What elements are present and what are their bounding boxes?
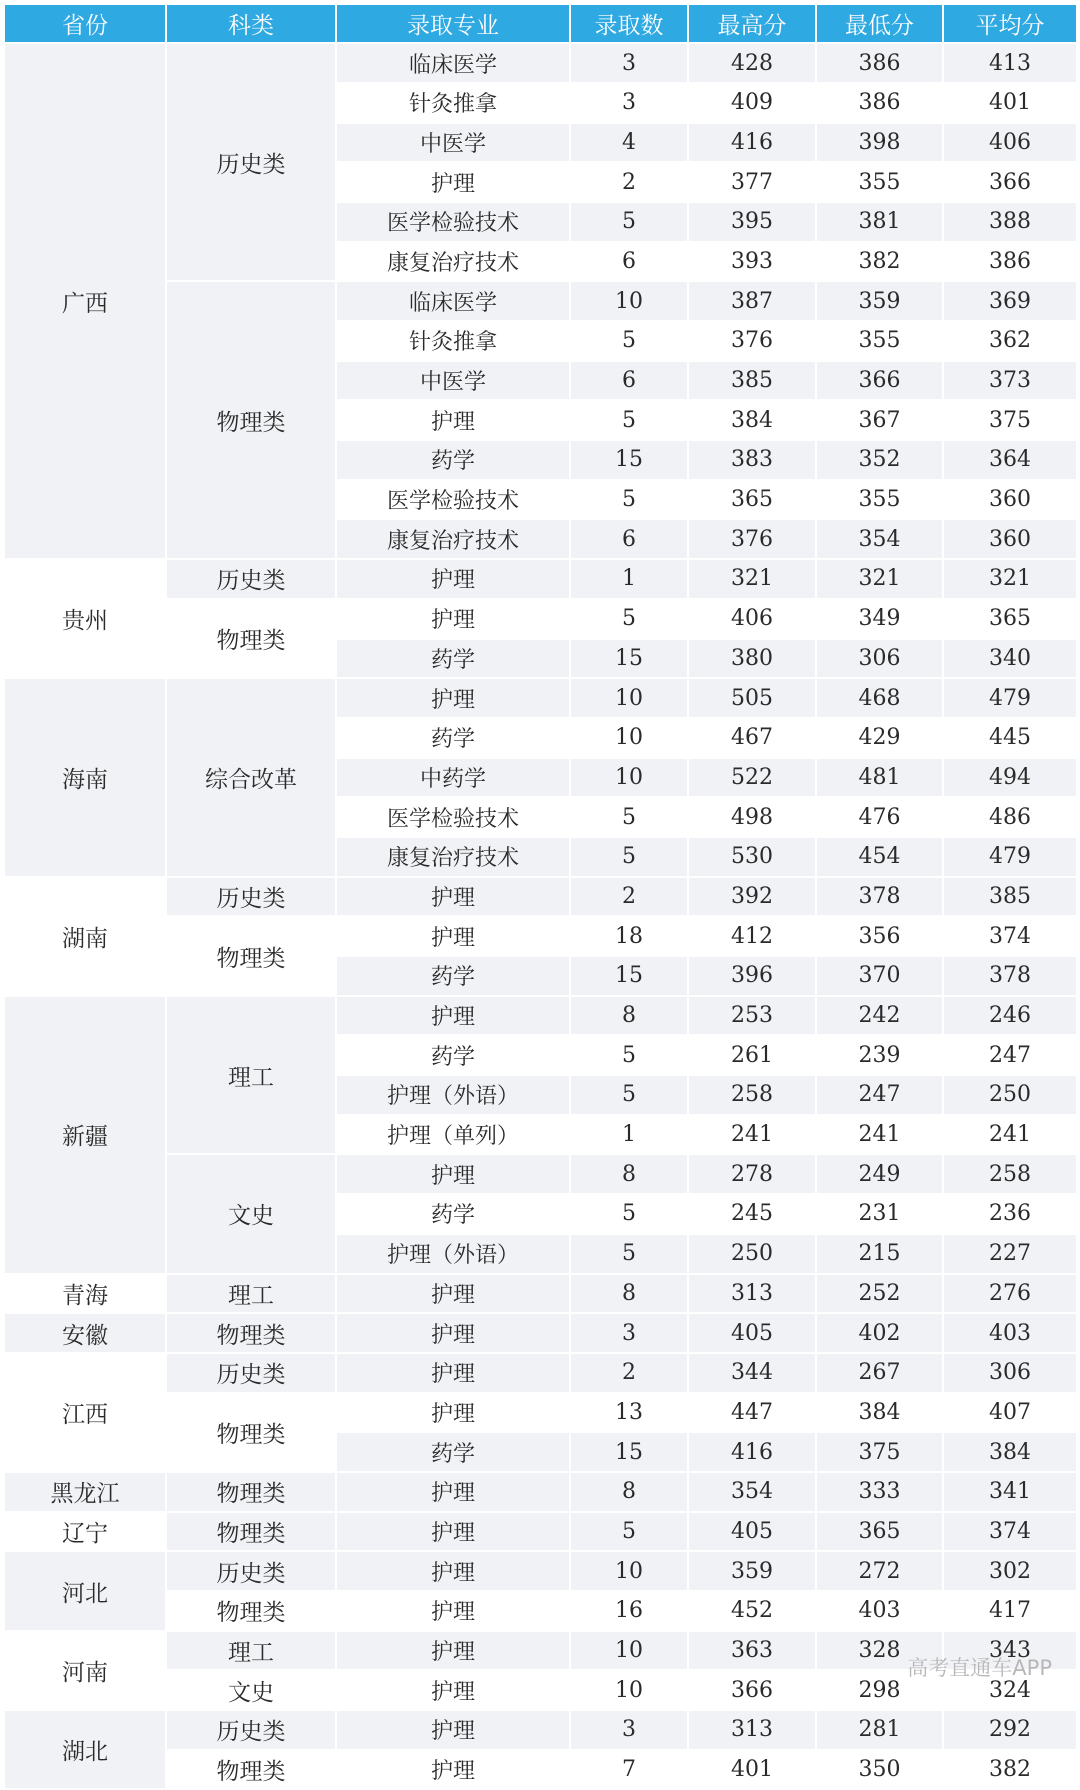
count-cell: 3 [570,43,688,83]
major-cell: 药学 [336,956,570,996]
avg-score-cell: 246 [943,996,1077,1036]
column-header-min-score: 最低分 [816,4,943,43]
avg-score-cell: 378 [943,956,1077,996]
avg-score-cell: 364 [943,440,1077,480]
count-cell: 6 [570,361,688,401]
table-row [4,559,1077,599]
count-cell: 8 [570,1154,688,1194]
category-cell: 物理类 [166,281,336,559]
count-cell: 15 [570,440,688,480]
admission-score-table [3,3,1078,1790]
max-score-cell: 428 [688,43,816,83]
min-score-cell: 239 [816,1035,943,1075]
max-score-cell: 253 [688,996,816,1036]
major-cell: 护理 [336,1591,570,1631]
major-cell: 护理 [336,1472,570,1512]
count-cell: 15 [570,1432,688,1472]
avg-score-cell: 445 [943,718,1077,758]
category-cell: 历史类 [166,1710,336,1750]
category-cell: 综合改革 [166,678,336,876]
max-score-cell: 359 [688,1551,816,1591]
min-score-cell: 476 [816,797,943,837]
major-cell: 康复治疗技术 [336,837,570,877]
major-cell: 临床医学 [336,43,570,83]
major-cell: 护理 [336,1353,570,1393]
major-cell: 针灸推拿 [336,83,570,123]
major-cell: 针灸推拿 [336,321,570,361]
avg-score-cell: 369 [943,281,1077,321]
count-cell: 5 [570,480,688,520]
max-score-cell: 321 [688,559,816,599]
major-cell: 医学检验技术 [336,202,570,242]
major-cell: 护理 [336,162,570,202]
category-cell: 物理类 [166,1512,336,1552]
column-header-major: 录取专业 [336,4,570,43]
avg-score-cell: 241 [943,1115,1077,1155]
count-cell: 10 [570,1670,688,1710]
province-cell: 湖南 [4,877,166,996]
max-score-cell: 278 [688,1154,816,1194]
min-score-cell: 249 [816,1154,943,1194]
table-row [4,1472,1077,1512]
category-cell: 物理类 [166,599,336,678]
major-cell: 护理 [336,1710,570,1750]
count-cell: 10 [570,718,688,758]
major-cell: 临床医学 [336,281,570,321]
province-cell: 河南 [4,1631,166,1710]
table-row [4,996,1077,1036]
major-cell: 护理 [336,1670,570,1710]
major-cell: 护理 [336,1750,570,1790]
max-score-cell: 376 [688,321,816,361]
province-cell: 青海 [4,1274,166,1314]
max-score-cell: 376 [688,519,816,559]
table-header [4,4,1077,43]
min-score-cell: 365 [816,1512,943,1552]
major-cell: 护理（外语） [336,1075,570,1115]
header-row [4,4,1077,43]
count-cell: 6 [570,519,688,559]
min-score-cell: 454 [816,837,943,877]
category-cell: 物理类 [166,916,336,995]
province-cell: 贵州 [4,559,166,678]
avg-score-cell: 403 [943,1313,1077,1353]
min-score-cell: 378 [816,877,943,917]
province-cell: 河北 [4,1551,166,1630]
count-cell: 6 [570,242,688,282]
avg-score-cell: 236 [943,1194,1077,1234]
avg-score-cell: 340 [943,639,1077,679]
major-cell: 药学 [336,1432,570,1472]
major-cell: 护理 [336,1631,570,1671]
avg-score-cell: 276 [943,1274,1077,1314]
major-cell: 药学 [336,718,570,758]
count-cell: 16 [570,1591,688,1631]
avg-score-cell: 362 [943,321,1077,361]
count-cell: 8 [570,1472,688,1512]
max-score-cell: 344 [688,1353,816,1393]
table-row [4,1313,1077,1353]
min-score-cell: 382 [816,242,943,282]
min-score-cell: 370 [816,956,943,996]
major-cell: 护理 [336,1274,570,1314]
count-cell: 15 [570,639,688,679]
major-cell: 护理 [336,1313,570,1353]
avg-score-cell: 324 [943,1670,1077,1710]
count-cell: 3 [570,83,688,123]
province-cell: 黑龙江 [4,1472,166,1512]
major-cell: 护理 [336,877,570,917]
category-cell: 物理类 [166,1750,336,1790]
max-score-cell: 522 [688,758,816,798]
max-score-cell: 416 [688,123,816,163]
avg-score-cell: 374 [943,916,1077,956]
avg-score-cell: 479 [943,678,1077,718]
max-score-cell: 401 [688,1750,816,1790]
major-cell: 护理 [336,1154,570,1194]
major-cell: 药学 [336,1035,570,1075]
table-row [4,678,1077,718]
major-cell: 护理 [336,1393,570,1433]
count-cell: 2 [570,1353,688,1393]
avg-score-cell: 302 [943,1551,1077,1591]
min-score-cell: 298 [816,1670,943,1710]
category-cell: 物理类 [166,1472,336,1512]
max-score-cell: 380 [688,639,816,679]
count-cell: 5 [570,1075,688,1115]
max-score-cell: 505 [688,678,816,718]
min-score-cell: 247 [816,1075,943,1115]
major-cell: 康复治疗技术 [336,519,570,559]
count-cell: 10 [570,758,688,798]
count-cell: 1 [570,1115,688,1155]
count-cell: 10 [570,1551,688,1591]
category-cell: 历史类 [166,1353,336,1393]
major-cell: 护理 [336,916,570,956]
avg-score-cell: 250 [943,1075,1077,1115]
province-cell: 海南 [4,678,166,876]
max-score-cell: 392 [688,877,816,917]
max-score-cell: 241 [688,1115,816,1155]
max-score-cell: 393 [688,242,816,282]
count-cell: 5 [570,797,688,837]
avg-score-cell: 343 [943,1631,1077,1671]
max-score-cell: 412 [688,916,816,956]
major-cell: 护理 [336,678,570,718]
min-score-cell: 386 [816,83,943,123]
category-cell: 文史 [166,1154,336,1273]
avg-score-cell: 375 [943,400,1077,440]
province-cell: 湖北 [4,1710,166,1789]
major-cell: 中医学 [336,123,570,163]
count-cell: 3 [570,1313,688,1353]
count-cell: 13 [570,1393,688,1433]
avg-score-cell: 360 [943,519,1077,559]
min-score-cell: 306 [816,639,943,679]
max-score-cell: 530 [688,837,816,877]
province-cell: 辽宁 [4,1512,166,1552]
min-score-cell: 333 [816,1472,943,1512]
min-score-cell: 281 [816,1710,943,1750]
min-score-cell: 381 [816,202,943,242]
avg-score-cell: 292 [943,1710,1077,1750]
max-score-cell: 395 [688,202,816,242]
count-cell: 5 [570,599,688,639]
avg-score-cell: 386 [943,242,1077,282]
max-score-cell: 258 [688,1075,816,1115]
table-row [4,1710,1077,1750]
major-cell: 康复治疗技术 [336,242,570,282]
table-row [4,1274,1077,1314]
table-row [4,1512,1077,1552]
max-score-cell: 385 [688,361,816,401]
max-score-cell: 366 [688,1670,816,1710]
max-score-cell: 447 [688,1393,816,1433]
count-cell: 18 [570,916,688,956]
major-cell: 医学检验技术 [336,480,570,520]
max-score-cell: 377 [688,162,816,202]
min-score-cell: 367 [816,400,943,440]
count-cell: 5 [570,1234,688,1274]
min-score-cell: 231 [816,1194,943,1234]
category-cell: 理工 [166,1274,336,1314]
avg-score-cell: 341 [943,1472,1077,1512]
avg-score-cell: 401 [943,83,1077,123]
count-cell: 8 [570,1274,688,1314]
min-score-cell: 354 [816,519,943,559]
min-score-cell: 350 [816,1750,943,1790]
count-cell: 5 [570,1035,688,1075]
count-cell: 5 [570,837,688,877]
max-score-cell: 384 [688,400,816,440]
min-score-cell: 215 [816,1234,943,1274]
avg-score-cell: 388 [943,202,1077,242]
max-score-cell: 383 [688,440,816,480]
min-score-cell: 355 [816,162,943,202]
max-score-cell: 313 [688,1710,816,1750]
max-score-cell: 405 [688,1512,816,1552]
max-score-cell: 406 [688,599,816,639]
min-score-cell: 398 [816,123,943,163]
avg-score-cell: 366 [943,162,1077,202]
major-cell: 护理 [336,1512,570,1552]
max-score-cell: 416 [688,1432,816,1472]
category-cell: 历史类 [166,877,336,917]
table-row [4,1353,1077,1393]
column-header-province: 省份 [4,4,166,43]
avg-score-cell: 306 [943,1353,1077,1393]
category-cell: 物理类 [166,1313,336,1353]
max-score-cell: 363 [688,1631,816,1671]
count-cell: 4 [570,123,688,163]
major-cell: 药学 [336,1194,570,1234]
avg-score-cell: 258 [943,1154,1077,1194]
major-cell: 护理 [336,996,570,1036]
avg-score-cell: 413 [943,43,1077,83]
max-score-cell: 250 [688,1234,816,1274]
max-score-cell: 498 [688,797,816,837]
avg-score-cell: 494 [943,758,1077,798]
category-cell: 历史类 [166,43,336,281]
avg-score-cell: 479 [943,837,1077,877]
count-cell: 10 [570,678,688,718]
table-row [4,43,1077,83]
major-cell: 药学 [336,440,570,480]
min-score-cell: 241 [816,1115,943,1155]
count-cell: 8 [570,996,688,1036]
column-header-count: 录取数 [570,4,688,43]
min-score-cell: 386 [816,43,943,83]
major-cell: 中药学 [336,758,570,798]
province-cell: 安徽 [4,1313,166,1353]
category-cell: 物理类 [166,1591,336,1631]
major-cell: 护理 [336,559,570,599]
major-cell: 护理（外语） [336,1234,570,1274]
major-cell: 医学检验技术 [336,797,570,837]
count-cell: 7 [570,1750,688,1790]
avg-score-cell: 247 [943,1035,1077,1075]
min-score-cell: 403 [816,1591,943,1631]
avg-score-cell: 382 [943,1750,1077,1790]
min-score-cell: 468 [816,678,943,718]
avg-score-cell: 407 [943,1393,1077,1433]
max-score-cell: 365 [688,480,816,520]
major-cell: 药学 [336,639,570,679]
min-score-cell: 366 [816,361,943,401]
province-cell: 广西 [4,43,166,559]
min-score-cell: 242 [816,996,943,1036]
count-cell: 1 [570,559,688,599]
count-cell: 2 [570,162,688,202]
min-score-cell: 272 [816,1551,943,1591]
table-body [4,43,1077,1789]
min-score-cell: 252 [816,1274,943,1314]
category-cell: 文史 [166,1670,336,1710]
category-cell: 历史类 [166,1551,336,1591]
max-score-cell: 409 [688,83,816,123]
category-cell: 历史类 [166,559,336,599]
count-cell: 5 [570,321,688,361]
major-cell: 护理 [336,599,570,639]
min-score-cell: 384 [816,1393,943,1433]
count-cell: 15 [570,956,688,996]
count-cell: 5 [570,202,688,242]
avg-score-cell: 406 [943,123,1077,163]
category-cell: 物理类 [166,1393,336,1472]
max-score-cell: 405 [688,1313,816,1353]
min-score-cell: 328 [816,1631,943,1671]
avg-score-cell: 385 [943,877,1077,917]
avg-score-cell: 227 [943,1234,1077,1274]
min-score-cell: 356 [816,916,943,956]
max-score-cell: 467 [688,718,816,758]
avg-score-cell: 373 [943,361,1077,401]
province-cell: 新疆 [4,996,166,1274]
count-cell: 3 [570,1710,688,1750]
column-header-category: 科类 [166,4,336,43]
major-cell: 中医学 [336,361,570,401]
avg-score-cell: 321 [943,559,1077,599]
avg-score-cell: 360 [943,480,1077,520]
count-cell: 5 [570,400,688,440]
count-cell: 5 [570,1194,688,1234]
max-score-cell: 313 [688,1274,816,1314]
max-score-cell: 452 [688,1591,816,1631]
min-score-cell: 481 [816,758,943,798]
province-cell: 江西 [4,1353,166,1472]
column-header-avg-score: 平均分 [943,4,1077,43]
max-score-cell: 245 [688,1194,816,1234]
category-cell: 理工 [166,1631,336,1671]
avg-score-cell: 374 [943,1512,1077,1552]
min-score-cell: 359 [816,281,943,321]
min-score-cell: 321 [816,559,943,599]
max-score-cell: 387 [688,281,816,321]
min-score-cell: 375 [816,1432,943,1472]
count-cell: 10 [570,1631,688,1671]
min-score-cell: 267 [816,1353,943,1393]
min-score-cell: 355 [816,321,943,361]
max-score-cell: 261 [688,1035,816,1075]
avg-score-cell: 486 [943,797,1077,837]
max-score-cell: 354 [688,1472,816,1512]
major-cell: 护理 [336,400,570,440]
table-row [4,1551,1077,1591]
table-row [4,877,1077,917]
min-score-cell: 429 [816,718,943,758]
column-header-max-score: 最高分 [688,4,816,43]
category-cell: 理工 [166,996,336,1155]
min-score-cell: 349 [816,599,943,639]
avg-score-cell: 417 [943,1591,1077,1631]
major-cell: 护理 [336,1551,570,1591]
min-score-cell: 355 [816,480,943,520]
max-score-cell: 396 [688,956,816,996]
watermark-text: 高考直通车APP [907,1656,1052,1680]
count-cell: 10 [570,281,688,321]
min-score-cell: 402 [816,1313,943,1353]
min-score-cell: 352 [816,440,943,480]
count-cell: 5 [570,1512,688,1552]
avg-score-cell: 384 [943,1432,1077,1472]
avg-score-cell: 365 [943,599,1077,639]
count-cell: 2 [570,877,688,917]
major-cell: 护理（单列） [336,1115,570,1155]
